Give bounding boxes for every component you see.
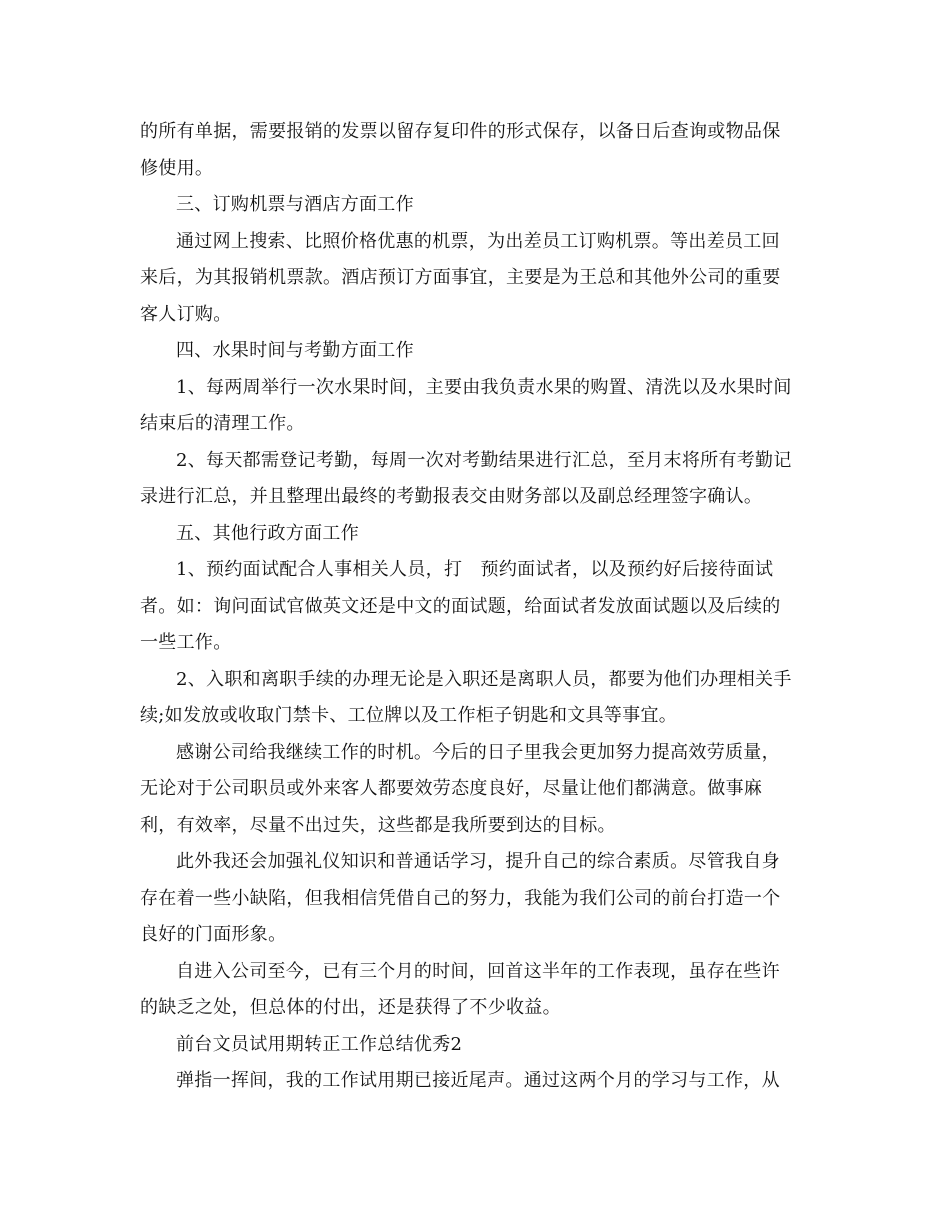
section-heading-4: 四、水果时间与考勤方面工作 bbox=[176, 340, 414, 361]
text-line-22: 存在着一些小缺陷，但我相信凭借自己的努力，我能为我们公司的前台打造一个 bbox=[140, 887, 781, 909]
text-line-18: 感谢公司给我继续工作的时机。今后的日子里我会更加努力提高效劳质量， bbox=[176, 741, 780, 763]
text-line-5: 来后，为其报销机票款。酒店预订方面事宜，主要是为王总和其他外公司的重要 bbox=[140, 267, 781, 288]
text-line-17: 续;如发放或收取门禁卡、工位牌以及工作柜子钥匙和文具等事宜。 bbox=[140, 705, 678, 726]
text-line-10: 2、每天都需登记考勤，每周一次对考勤结果进行汇总，至月末将所有考勤记 bbox=[176, 449, 792, 471]
section-title-2: 前台文员试用期转正工作总结优秀2 bbox=[176, 1033, 463, 1055]
text-line-4: 通过网上搜索、比照价格优惠的机票，为出差员工订购机票。等出差员工回 bbox=[176, 230, 780, 252]
text-line-24: 自进入公司至今，已有三个月的时间，回首这半年的工作表现，虽存在些许 bbox=[176, 960, 780, 982]
text-line-25: 的缺乏之处，但总体的付出，还是获得了不少收益。 bbox=[140, 997, 561, 1018]
document-body bbox=[140, 114, 802, 1100]
text-line-14: 者。如：询问面试官做英文还是中文的面试题，给面试者发放面试题以及后续的 bbox=[140, 595, 781, 617]
text-line-20: 利，有效率，尽量不出过失，这些都是我所要到达的目标。 bbox=[140, 814, 616, 836]
text-line-19: 无论对于公司职员或外来客人都要效劳态度良好，尽量让他们都满意。做事麻 bbox=[140, 778, 763, 799]
text-line-2: 修使用。 bbox=[140, 157, 214, 179]
text-line-9: 结束后的清理工作。 bbox=[140, 413, 305, 434]
text-line-8: 1、每两周举行一次水果时间，主要由我负责水果的购置、清洗以及水果时间 bbox=[176, 376, 792, 398]
text-line-23: 良好的门面形象。 bbox=[140, 924, 287, 945]
text-line-6: 客人订购。 bbox=[140, 303, 232, 325]
text-line-16: 2、入职和离职手续的办理无论是入职还是离职人员，都要为他们办理相关手 bbox=[176, 668, 792, 690]
text-line-11: 录进行汇总，并且整理出最终的考勤报表交由财务部以及副总经理签字确认。 bbox=[140, 486, 763, 507]
section-heading-3: 三、订购机票与酒店方面工作 bbox=[176, 194, 414, 215]
text-line-15: 一些工作。 bbox=[140, 632, 232, 653]
text-line-27: 弹指一挥间，我的工作试用期已接近尾声。通过这两个月的学习与工作，从 bbox=[176, 1070, 780, 1091]
text-line-1: 的所有单据，需要报销的发票以留存复印件的形式保存，以备日后查询或物品保 bbox=[140, 121, 781, 142]
text-line-21: 此外我还会加强礼仪知识和普通话学习，提升自己的综合素质。尽管我自身 bbox=[176, 851, 780, 872]
text-line-13: 1、预约面试配合人事相关人员，打 预约面试者，以及预约好后接待面试 bbox=[176, 559, 774, 580]
section-heading-5: 五、其他行政方面工作 bbox=[176, 522, 359, 544]
